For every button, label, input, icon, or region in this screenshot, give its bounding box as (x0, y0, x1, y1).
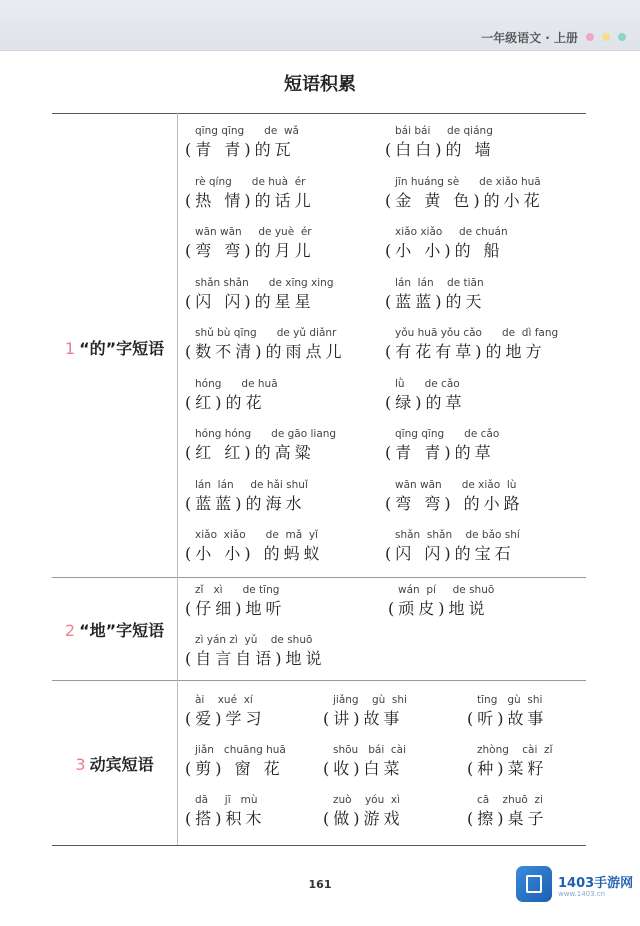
phrase-item (385, 276, 486, 314)
pinyin: xiǎo xiǎo de mǎ yǐ (195, 529, 318, 541)
column-divider (177, 113, 178, 845)
hanzi-phrase: (热 情)的话儿 (185, 190, 315, 210)
phrase-item (385, 326, 558, 364)
phrase-item (467, 743, 553, 781)
hanzi-phrase: (青 青)的草 (385, 443, 495, 462)
hanzi-phrase: (种)菜籽 (467, 759, 548, 778)
phrase-item (185, 633, 326, 671)
section-number: 1 (64, 339, 76, 358)
hanzi-phrase: (闪 闪)的星星 (185, 291, 315, 311)
pinyin: wán pí de shuō (398, 584, 495, 596)
header-dots (586, 33, 626, 41)
watermark-logo-icon (516, 866, 552, 902)
phrase-item (185, 326, 346, 364)
pinyin: wān wān de xiǎo lù (395, 478, 517, 491)
pinyin: hóng de huā (195, 377, 278, 390)
pinyin: xiǎo xiǎo de chuán (395, 226, 508, 238)
pinyin: wān wān de yuè ér (195, 226, 312, 238)
hanzi-phrase: (剪) 窗 花 (185, 759, 284, 778)
phrase-item (185, 225, 315, 263)
table-bottom-rule (52, 845, 586, 846)
phrase-item (185, 583, 286, 621)
section-title: “地”字短语 (79, 621, 165, 640)
page-title: 短语积累 (284, 74, 356, 95)
section-label-2 (52, 618, 177, 641)
hanzi-phrase: (做)游戏 (323, 809, 404, 828)
phrase-item (185, 693, 266, 731)
section-number: 3 (75, 755, 86, 774)
section-number: 2 (64, 621, 76, 640)
hanzi-phrase: (绿)的草 (385, 392, 466, 412)
phrase-item (185, 377, 278, 415)
header-dot (586, 33, 594, 41)
phrase-item (185, 528, 324, 566)
phrase-item (323, 743, 406, 781)
pinyin: qīng qīng de cǎo (395, 428, 500, 440)
hanzi-phrase: (讲)故事 (323, 709, 404, 728)
table-top-rule (52, 113, 586, 114)
hanzi-phrase: (弯 弯) 的小路 (385, 493, 524, 513)
phrase-item (385, 175, 544, 213)
pinyin: lán lán de hǎi shuǐ (195, 478, 308, 491)
section-label-1 (52, 336, 177, 359)
phrase-item (385, 427, 499, 465)
pinyin: zì yán zì yǔ de shuō (195, 634, 313, 646)
pinyin: jīn huáng sè de xiǎo huā (395, 175, 541, 188)
page-number: 161 (308, 878, 332, 891)
pinyin: zhòng cài zǐ (477, 744, 553, 756)
phrase-item (185, 793, 266, 831)
pinyin: qīng qīng de wǎ (195, 125, 299, 137)
hanzi-phrase: (收)白菜 (323, 759, 404, 778)
header-dot (618, 33, 626, 41)
hanzi-phrase: (自言自语)地说 (185, 649, 326, 668)
phrase-item (388, 583, 494, 621)
watermark (516, 866, 634, 904)
pinyin: yǒu huā yǒu cǎo de dì fang (395, 327, 559, 339)
hanzi-phrase: (小 小) 的蚂蚁 (185, 544, 324, 563)
hanzi-phrase: (仔细)地听 (185, 599, 286, 618)
hanzi-phrase: (听)故事 (467, 709, 548, 728)
hanzi-phrase: (金 黄 色)的小花 (385, 190, 544, 210)
phrase-item (385, 478, 524, 516)
hanzi-phrase: (蓝蓝)的海水 (185, 493, 306, 513)
phrase-item (323, 693, 407, 731)
pinyin: bái bái de qiáng (395, 125, 493, 137)
book-header: 一年级语文 · 上册 (481, 31, 578, 45)
pinyin: lán lán de tiān (395, 276, 484, 289)
pinyin: jiǎng gù shi (333, 694, 407, 706)
phrase-item (385, 377, 466, 415)
phrase-item (185, 175, 315, 213)
phrase-item (467, 693, 548, 731)
section-divider (52, 577, 586, 578)
hanzi-phrase: (红)的花 (185, 392, 266, 412)
hanzi-phrase: (弯 弯)的月儿 (185, 241, 315, 260)
pinyin: zuò yóu xì (333, 794, 401, 806)
section-title: 动宾短语 (89, 755, 154, 774)
hanzi-phrase: (爱)学习 (185, 709, 266, 728)
hanzi-phrase: (小 小)的 船 (385, 241, 504, 260)
hanzi-phrase: (数不清)的雨点儿 (185, 342, 346, 361)
hanzi-phrase: (擦)桌子 (467, 809, 548, 828)
header-dot (602, 33, 610, 41)
pinyin: shǎn shǎn de bǎo shí (395, 529, 520, 541)
hanzi-phrase: (闪 闪)的宝石 (385, 544, 515, 563)
watermark-url: www.1403.cn (558, 890, 606, 898)
phrase-item (185, 124, 299, 162)
phrase-item (467, 793, 548, 831)
pinyin: zǐ xì de tīng (195, 584, 280, 596)
hanzi-phrase: (顽皮)地说 (388, 599, 489, 618)
pinyin: ài xué xí (195, 694, 253, 706)
hanzi-phrase: (红 红)的高粱 (185, 443, 315, 462)
pinyin: shǔ bù qīng de yǔ diǎnr (195, 327, 337, 339)
phrase-item (385, 528, 520, 566)
phrase-item (385, 225, 508, 263)
pinyin: hóng hóng de gāo liang (195, 428, 337, 440)
phrase-item (185, 427, 336, 465)
phrase-item (185, 743, 286, 781)
hanzi-phrase: (有花有草)的地方 (385, 342, 546, 361)
phrase-item (185, 478, 308, 516)
phrase-item (385, 124, 495, 162)
pinyin: shǎn shǎn de xīng xing (195, 276, 334, 289)
pinyin: dā jī mù (195, 794, 258, 806)
pinyin: lǜ de cǎo (395, 377, 460, 390)
hanzi-phrase: (搭)积木 (185, 809, 266, 828)
watermark-text: 1403手游网 (558, 876, 634, 891)
phrase-item (323, 793, 404, 831)
pinyin: jiǎn chuāng huā (195, 744, 286, 756)
hanzi-phrase: (蓝蓝)的天 (385, 291, 486, 311)
hanzi-phrase: (白白)的 墙 (385, 140, 495, 159)
section-divider (52, 680, 586, 681)
hanzi-phrase: (青 青)的瓦 (185, 140, 295, 159)
pinyin: tīng gù shi (477, 694, 543, 706)
pinyin: shōu bái cài (333, 744, 407, 756)
phrase-item (185, 276, 334, 314)
section-title: “的”字短语 (79, 339, 165, 358)
pinyin: rè qíng de huà ér (195, 175, 306, 188)
section-label-3 (52, 752, 177, 775)
pinyin: cā zhuō zi (477, 794, 543, 806)
top-bar (0, 0, 640, 51)
